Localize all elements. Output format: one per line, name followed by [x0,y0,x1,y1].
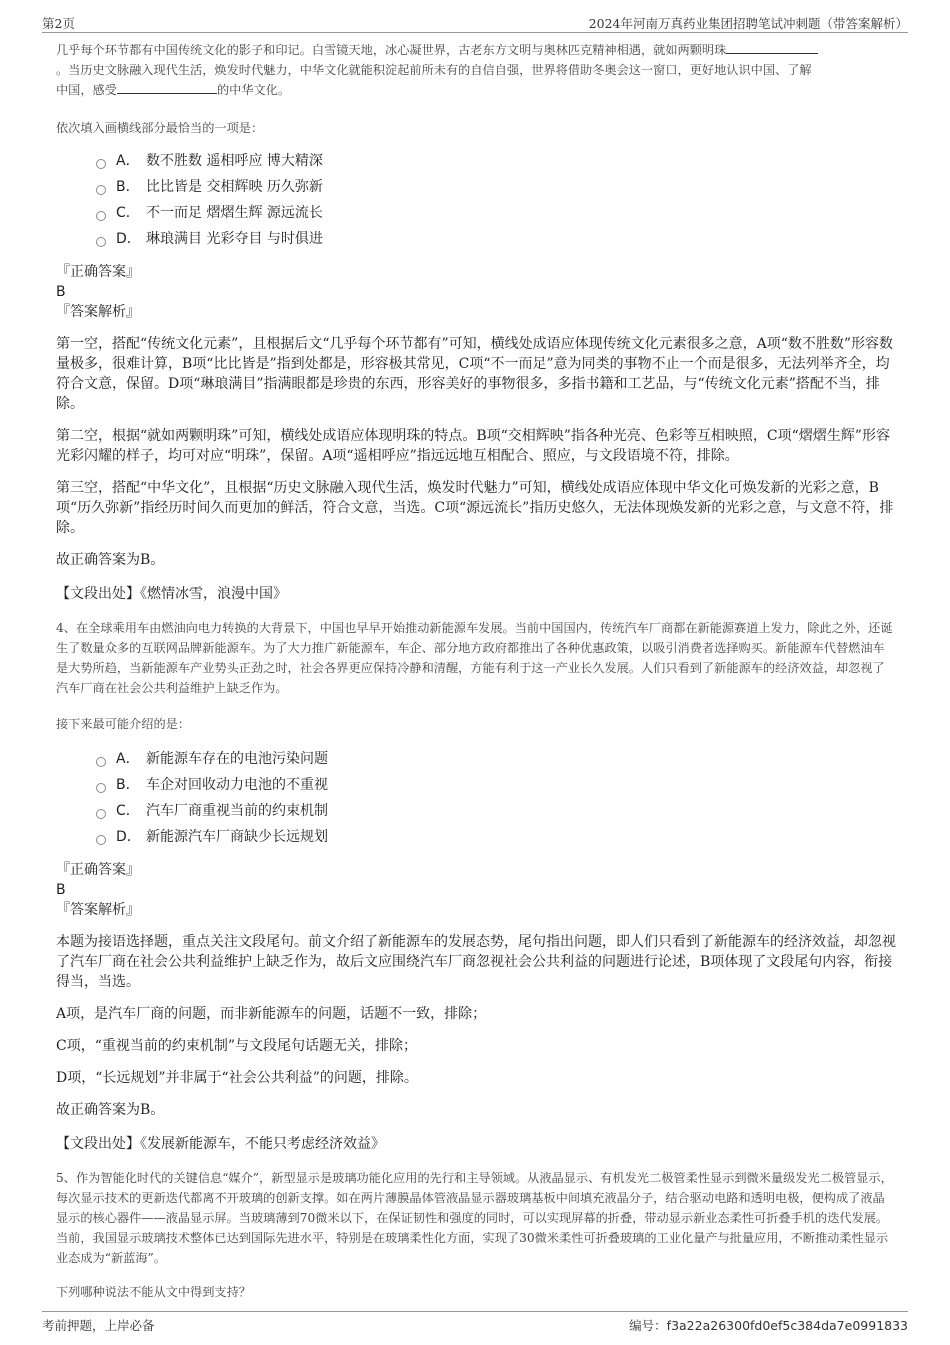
radio-icon[interactable] [96,783,106,793]
option-b[interactable] [96,174,896,200]
q3-passage-part1: 几乎每个环节都有中国传统文化的影子和印记。白雪镜天地，冰心凝世界，古老东方文明与奥林匹克精神相遇，就如两颗明珠 [56,43,727,57]
option-letter: D． [116,231,141,247]
document-title: 2024年河南万真药业集团招聘笔试冲刺题（带答案解析） [588,16,908,31]
radio-icon[interactable] [96,211,106,221]
blank-line [726,41,818,54]
answer-value: B [56,882,66,898]
radio-icon[interactable] [96,237,106,247]
blank-line [117,81,217,94]
analysis-paragraph: 第一空，搭配“传统文化元素”，且根据后文“几乎每个环节都有”可知，横线处成语应体现传统文化元素很多之意，A项“数不胜数”形容数量极多，很难计算，B项“比比皆是”指到处都是，形容极其常见，C项“不一而足”意为同类的事物不止一个而是很多，无法列举齐全，均符合文意，保留。D项“琳琅满目”指满眼都是珍贵的东西，形容美好的事物很多，多指书籍和工艺品，与“传统文化元素”搭配不当，排除。 [56,336,894,412]
radio-icon[interactable] [96,159,106,169]
option-c[interactable] [96,200,896,226]
document-id: 编号：f3a22a26300fd0ef5c384da7e0991833 [629,1318,908,1333]
document-body [56,40,896,1302]
analysis-conclusion: 故正确答案为B。 [56,1102,165,1118]
q4-prompt: 接下来最可能介绍的是： [56,717,191,731]
q3-passage-part3a: 中国，感受 [56,83,117,97]
option-text: 比比皆是 交相辉映 历久弥新 [146,179,323,195]
option-d[interactable] [96,226,896,252]
source-citation: 【文段出处】《燃情冰雪，浪漫中国》 [56,586,287,602]
question-3 [56,40,896,604]
option-text: 数不胜数 遥相呼应 博大精深 [146,153,323,169]
q5-prompt: 下列哪种说法不能从文中得到支持？ [56,1285,251,1299]
analysis-label: 『答案解析』 [56,304,140,320]
analysis-paragraph: 本题为接语选择题，重点关注文段尾句。前文介绍了新能源车的发展态势，尾句指出问题，即人们只看到了新能源车的经济效益，却忽视了汽车厂商在社会公共利益维护上缺乏作为，故后文应围绕汽车厂商忽视社会公共利益的问题进行论述，B项体现了文段尾句内容，衔接得当，当选。 [56,934,896,990]
option-letter: C． [116,803,140,819]
analysis-paragraph: A项，是汽车厂商的问题，而非新能源车的问题，话题不一致，排除； [56,1006,487,1022]
option-text: 不一而足 熠熠生辉 源远流长 [146,205,323,221]
radio-icon[interactable] [96,835,106,845]
option-letter: C． [116,205,140,221]
page-footer [42,1311,908,1334]
option-b[interactable] [96,772,896,798]
analysis-paragraph: C项，“重视当前的约束机制”与文段尾句话题无关，排除； [56,1038,418,1054]
analysis-paragraph: 第二空，根据“就如两颗明珠”可知，横线处成语应体现明珠的特点。B项“交相辉映”指各种光亮、色彩等互相映照，C项“熠熠生辉”形容光彩闪耀的样子，均可对应“明珠”，保留。A项“遥相呼应”指远远地互相配合、照应，与文段语境不符，排除。 [56,428,890,464]
option-d[interactable] [96,824,896,850]
analysis-label: 『答案解析』 [56,902,140,918]
option-text: 琳琅满目 光彩夺目 与时俱进 [146,231,323,247]
radio-icon[interactable] [96,757,106,767]
footer-slogan: 考前押题，上岸必备 [42,1318,155,1333]
option-letter: D． [116,829,141,845]
question-5 [56,1168,896,1302]
option-a[interactable] [96,148,896,174]
question-4 [56,618,896,1154]
answer-value: B [56,284,66,300]
option-letter: B． [116,777,140,793]
q3-options [96,148,896,252]
option-c[interactable] [96,798,896,824]
q3-prompt: 依次填入画横线部分最恰当的一项是： [56,121,264,135]
option-text: 新能源车存在的电池污染问题 [146,751,328,767]
answer-label: 『正确答案』 [56,862,140,878]
q3-passage-part3b: 的中华文化。 [216,83,291,97]
q3-passage [56,40,896,100]
radio-icon[interactable] [96,809,106,819]
q4-options [96,746,896,850]
q3-passage-part2: 。当历史文脉融入现代生活，焕发时代魅力，中华文化就能积淀起前所未有的自信自强，世界将借助冬奥会这一窗口，更好地认识中国、了解 [56,63,812,77]
option-letter: A． [116,751,140,767]
option-text: 汽车厂商重视当前的约束机制 [146,803,328,819]
answer-label: 『正确答案』 [56,264,140,280]
analysis-paragraph: 第三空，搭配“中华文化”，且根据“历史文脉融入现代生活，焕发时代魅力”可知，横线处成语应体现中华文化可焕发新的光彩之意，B项“历久弥新”指经历时间久而更加的鲜活，符合文意，当选。C项“源远流长”指历史悠久，无法体现焕发新的光彩之意，与文意不符，排除。 [56,480,894,536]
page-header [42,14,908,33]
source-citation: 【文段出处】《发展新能源车，不能只考虑经济效益》 [56,1136,385,1152]
analysis-paragraph: D项，“长远规划”并非属于“社会公共利益”的问题，排除。 [56,1070,418,1086]
page-number: 第2页 [42,16,75,31]
option-letter: A． [116,153,140,169]
q4-passage: 4、在全球乘用车由燃油向电力转换的大背景下，中国也早早开始推动新能源车发展。当前中国国内，传统汽车厂商都在新能源赛道上发力，除此之外，还诞生了数量众多的互联网品牌新能源车。为了大力推广新能源车，车企、部分地方政府都推出了各种优惠政策，以吸引消费者选择购买。新能源车代替燃油车是大势所趋，当新能源车产业势头正劲之时，社会各界更应保持冷静和清醒，方能有利于这一产业长久发展。人们只看到了新能源车的经济效益，却忽视了汽车厂商在社会公共利益维护上缺乏作为。 [56,621,893,695]
analysis-conclusion: 故正确答案为B。 [56,552,165,568]
radio-icon[interactable] [96,185,106,195]
q5-passage: 5、作为智能化时代的关键信息“媒介”，新型显示是玻璃功能化应用的先行和主导领域。从液晶显示、有机发光二极管柔性显示到微米量级发光二极管显示，每次显示技术的更新迭代都离不开玻璃的创新支撑。如在两片薄膜晶体管液晶显示器玻璃基板中间填充液晶分子，结合驱动电路和透明电极，便构成了液晶显示的核心器件——液晶显示屏。当玻璃薄到70微米以下，在保证韧性和强度的同时，可以实现屏幕的折叠，带动显示新业态柔性可折叠手机的迭代发展。当前，我国显示玻璃技术整体已达到国际先进水平，特别是在玻璃柔性化方面，实现了30微米柔性可折叠玻璃的工业化量产与批量应用，不断推动柔性显示业态成为“新蓝海”。 [56,1171,893,1265]
option-letter: B． [116,179,140,195]
option-a[interactable] [96,746,896,772]
option-text: 车企对回收动力电池的不重视 [146,777,328,793]
option-text: 新能源汽车厂商缺少长远规划 [146,829,328,845]
